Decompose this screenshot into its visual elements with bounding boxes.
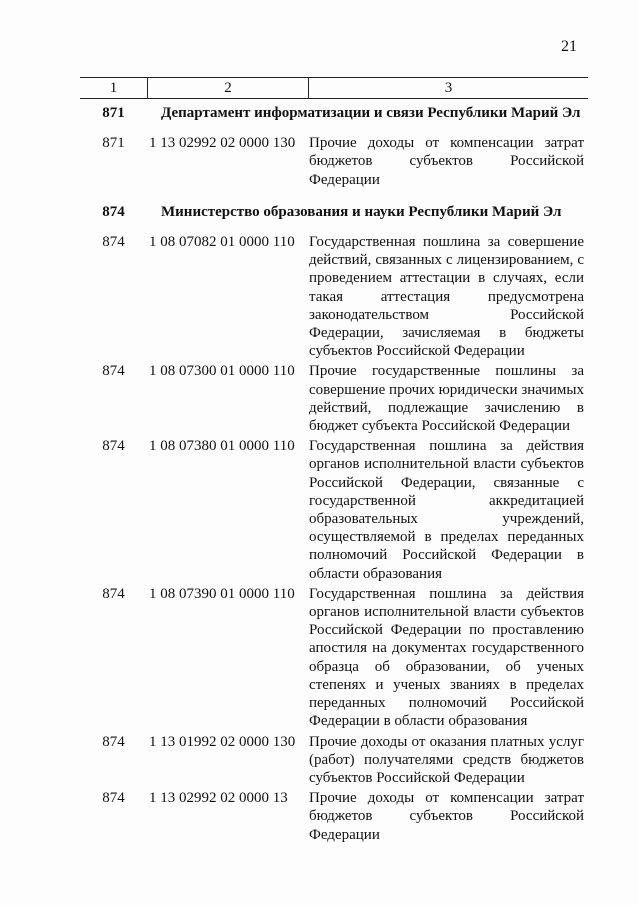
section-code: 871	[102, 105, 125, 121]
admin-code: 874	[102, 585, 125, 602]
section-title: Департамент информатизации и связи Республики Марий Эл	[161, 105, 581, 121]
table-body	[80, 104, 588, 844]
table-header	[80, 77, 588, 99]
revenue-description: Прочие государственные пошлины за совершение прочих юридически значимых действий, подлежащие зачислению в бюджет субъекта Российской Федерации	[309, 363, 584, 435]
table-row	[80, 585, 588, 731]
table-row	[80, 789, 588, 844]
admin-code: 874	[102, 790, 125, 807]
page-number: 21	[561, 38, 577, 55]
kbk-code: 1 08 07300 01 0000 110	[149, 363, 295, 380]
revenue-description: Прочие доходы от компенсации затрат бюджетов субъектов Российской Федерации	[309, 790, 584, 843]
table-row	[80, 437, 588, 583]
admin-code: 874	[102, 438, 125, 455]
kbk-code: 1 13 02992 02 0000 13	[149, 790, 288, 807]
admin-code: 871	[102, 135, 125, 152]
header-col-2: 2	[148, 78, 309, 98]
table-row	[80, 733, 588, 788]
revenue-description: Прочие доходы от компенсации затрат бюджетов субъектов Российской Федерации	[309, 135, 584, 188]
admin-code: 874	[102, 363, 125, 380]
revenue-description: Государственная пошлина за действия органов исполнительной власти субъектов Российской Федерации, связанные с государственной аккредитацией образовательных учреждений, осуществляемой в пределах переданных полномочий Российской Федерации в области образования	[309, 438, 584, 582]
kbk-code: 1 08 07390 01 0000 110	[149, 585, 295, 602]
admin-code: 874	[102, 733, 125, 750]
section-row	[80, 203, 588, 221]
kbk-code: 1 13 02992 02 0000 130	[149, 135, 296, 152]
table-row	[80, 233, 588, 360]
header-col-1: 1	[80, 78, 148, 98]
kbk-code: 1 13 01992 02 0000 130	[149, 733, 296, 750]
table-row	[80, 362, 588, 435]
header-col-3: 3	[444, 80, 453, 96]
table-row	[80, 134, 588, 189]
section-code: 874	[102, 203, 125, 220]
kbk-code: 1 08 07082 01 0000 110	[149, 234, 295, 251]
section-row	[80, 104, 588, 122]
kbk-code: 1 08 07380 01 0000 110	[149, 438, 295, 455]
revenue-description: Прочие доходы от оказания платных услуг (работ) получателями средств бюджетов субъектов Российской Федерации	[309, 733, 584, 786]
admin-code: 874	[102, 234, 125, 251]
section-title: Министерство образования и науки Республики Марий Эл	[161, 203, 562, 220]
revenue-description: Государственная пошлина за совершение действий, связанных с лицензированием, с проведением аттестации в случаях, если такая аттестация предусмотрена законодательством Российской Федерации, зачисляемая в бюджеты субъектов Российской Федерации	[309, 234, 584, 360]
revenue-description: Государственная пошлина за действия органов исполнительной власти субъектов Российской Федерации по проставлению апостиля на документах государственного образца об образовании, об ученых степенях и ученых званиях в пределах переданных полномочий Российской Федерации в области образования	[309, 585, 584, 730]
